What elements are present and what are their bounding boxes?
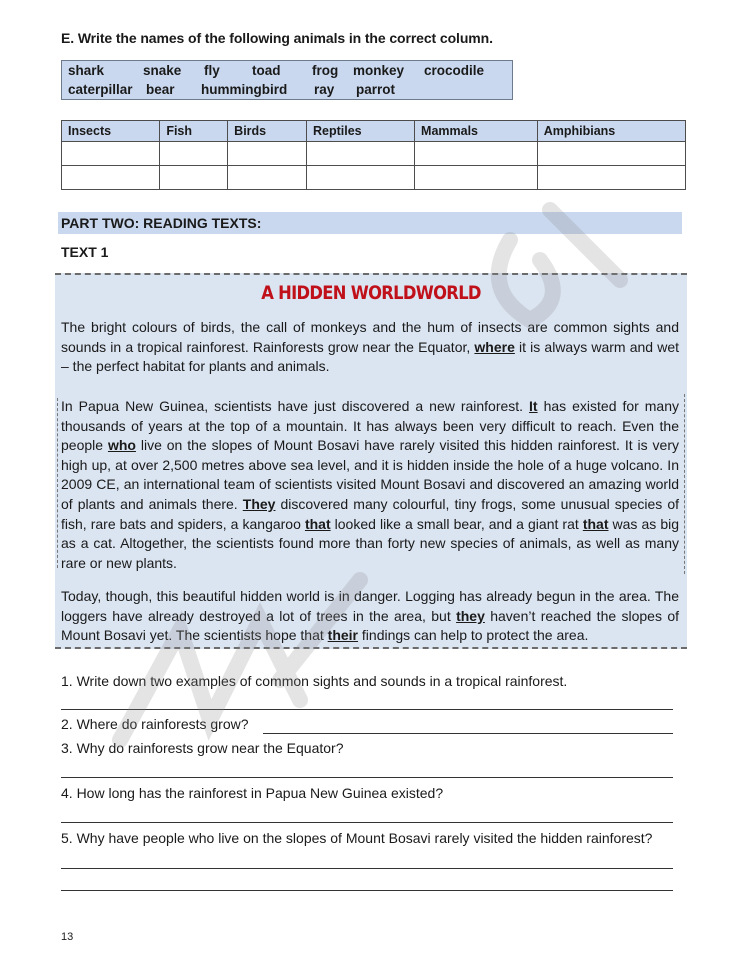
question-3: 3. Why do rainforests grow near the Equator? <box>61 740 344 756</box>
answer-cell[interactable] <box>537 142 685 166</box>
question-1: 1. Write down two examples of common sights and sounds in a tropical rainforest. <box>61 673 568 689</box>
paragraph-text: Today, though, this beautiful hidden world is in danger. Logging has already begun in the area. The loggers have already destroyed a lot of trees in the area, but <box>61 588 679 624</box>
paragraph-text: it is always warm and wet – the perfect habitat for plants and animals. <box>61 338 680 375</box>
word-bank-item: monkey <box>353 63 405 78</box>
underlined-reference-word: that <box>582 515 609 532</box>
underlined-reference-word: their <box>327 627 359 644</box>
paragraph-text: looked like a small bear, and a giant rat <box>330 515 583 532</box>
table-row <box>62 166 686 190</box>
column-header-reptiles: Reptiles <box>306 121 414 142</box>
underlined-reference-word: They <box>242 495 276 512</box>
page-number: 13 <box>61 931 74 943</box>
question-4: 4. How long has the rainforest in Papua New Guinea existed? <box>61 785 444 801</box>
answer-line[interactable] <box>263 733 673 734</box>
word-bank-item: fly <box>204 63 220 78</box>
answer-cell[interactable] <box>62 166 160 190</box>
word-bank-item: caterpillar <box>68 82 133 97</box>
word-bank-item: ray <box>314 82 335 97</box>
paragraph-text: live on the slopes of Mount Bosavi have rarely visited this hidden rainforest. It is very high up, at over 2,500 metres above sea level, and it is hidden inside the hole of a huge volcano. In 2009 CE, an international team of scientists visited Mount Bosavi and discovered an amazing world of plants and animals there. <box>61 437 679 512</box>
paragraph-text: The bright colours of birds, the call of monkeys and the hum of insects are common sights and sounds in a tropical rainforest. Rainforests grow near the Equator, <box>61 319 679 355</box>
answer-cell[interactable] <box>160 166 228 190</box>
answer-line[interactable] <box>61 777 673 778</box>
table-row <box>62 142 686 166</box>
text-box-side-marker <box>57 398 60 568</box>
answer-line[interactable] <box>61 890 673 891</box>
paragraph-text: haven’t reached the slopes of Mount Bosavi yet. The scientists hope that <box>61 607 680 644</box>
part-two-heading: PART TWO: READING TEXTS: <box>58 212 682 234</box>
animal-category-table <box>61 120 686 190</box>
text-label: TEXT 1 <box>61 244 109 260</box>
column-header-fish: Fish <box>160 121 228 142</box>
answer-cell[interactable] <box>415 166 538 190</box>
underlined-reference-word: they <box>456 607 485 624</box>
text-box-side-marker <box>684 394 687 574</box>
paragraph-text: In Papua New Guinea, scientists have just discovered a new rainforest. <box>61 398 530 414</box>
word-bank-item: crocodile <box>424 63 485 78</box>
column-header-birds: Birds <box>228 121 307 142</box>
paragraph-text: was as big as a cat. Altogether, the scientists found more than forty new species of animals, as well as many rare or new plants. <box>61 515 679 571</box>
section-e-instruction: E. Write the names of the following animals in the correct column. <box>61 30 493 46</box>
word-bank-item: toad <box>252 63 281 78</box>
underlined-reference-word: It <box>529 398 538 414</box>
answer-cell[interactable] <box>306 166 414 190</box>
underlined-reference-word: who <box>107 437 136 454</box>
word-bank-item: frog <box>312 63 339 78</box>
word-bank-item: snake <box>143 63 182 78</box>
word-bank-item: parrot <box>356 82 396 97</box>
column-header-mammals: Mammals <box>415 121 538 142</box>
column-header-amphibians: Amphibians <box>537 121 685 142</box>
answer-cell[interactable] <box>306 142 414 166</box>
paragraph-text: has existed for many thousands of years at the top of a mountain. It has always been very difficult to reach. Even the people <box>61 398 680 454</box>
story-paragraph-2 <box>61 397 679 573</box>
underlined-reference-word: where <box>474 338 515 355</box>
word-bank <box>61 60 513 100</box>
answer-cell[interactable] <box>537 166 685 190</box>
story-paragraph-1 <box>61 318 679 377</box>
answer-line[interactable] <box>61 709 673 710</box>
answer-cell[interactable] <box>160 142 228 166</box>
answer-cell[interactable] <box>228 142 307 166</box>
question-2: 2. Where do rainforests grow? <box>61 716 249 732</box>
answer-cell[interactable] <box>415 142 538 166</box>
answer-line[interactable] <box>61 822 673 823</box>
story-title: A HIDDEN WORLDWORLD <box>261 282 481 304</box>
word-bank-item: bear <box>146 82 175 97</box>
word-bank-item: hummingbird <box>201 82 288 97</box>
column-header-insects: Insects <box>62 121 160 142</box>
paragraph-text: findings can help to protect the area. <box>358 627 589 644</box>
word-bank-item: shark <box>68 63 105 78</box>
underlined-reference-word: that <box>304 515 331 532</box>
story-paragraph-3 <box>61 587 679 646</box>
question-5: 5. Why have people who live on the slopes of Mount Bosavi rarely visited the hidden rainforest? <box>61 830 653 846</box>
answer-cell[interactable] <box>228 166 307 190</box>
answer-line[interactable] <box>61 868 673 869</box>
paragraph-text: discovered many colourful, tiny frogs, some unusual species of fish, rare bats and spiders, a kangaroo <box>61 495 679 532</box>
answer-cell[interactable] <box>62 142 160 166</box>
